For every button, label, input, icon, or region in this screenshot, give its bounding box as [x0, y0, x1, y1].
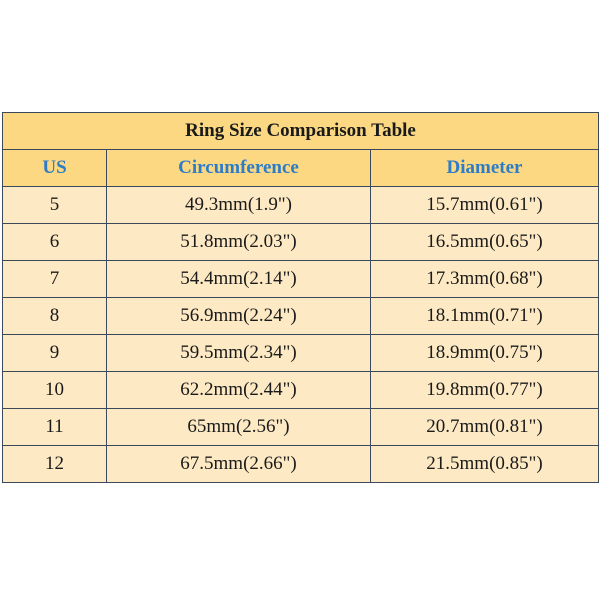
ring-size-table-container [2, 112, 598, 483]
diameter-cell: 19.8mm(0.77") [371, 372, 599, 409]
us-size-cell: 10 [3, 372, 107, 409]
circumference-cell: 59.5mm(2.34") [107, 335, 371, 372]
circumference-cell: 56.9mm(2.24") [107, 298, 371, 335]
diameter-cell: 17.3mm(0.68") [371, 261, 599, 298]
diameter-cell: 18.1mm(0.71") [371, 298, 599, 335]
circumference-cell: 49.3mm(1.9") [107, 187, 371, 224]
diameter-cell: 15.7mm(0.61") [371, 187, 599, 224]
table-header-row [3, 150, 599, 187]
circumference-cell: 62.2mm(2.44") [107, 372, 371, 409]
column-header-diameter: Diameter [371, 150, 599, 187]
us-size-cell: 6 [3, 224, 107, 261]
us-size-cell: 12 [3, 446, 107, 483]
us-size-cell: 5 [3, 187, 107, 224]
us-size-cell: 9 [3, 335, 107, 372]
column-header-circumference: Circumference [107, 150, 371, 187]
table-row [3, 298, 599, 335]
us-size-cell: 8 [3, 298, 107, 335]
circumference-cell: 51.8mm(2.03") [107, 224, 371, 261]
us-size-cell: 11 [3, 409, 107, 446]
table-title-row [3, 113, 599, 150]
table-title: Ring Size Comparison Table [3, 113, 599, 150]
table-row [3, 261, 599, 298]
ring-size-table [2, 112, 599, 483]
diameter-cell: 16.5mm(0.65") [371, 224, 599, 261]
circumference-cell: 54.4mm(2.14") [107, 261, 371, 298]
table-row [3, 335, 599, 372]
circumference-cell: 67.5mm(2.66") [107, 446, 371, 483]
table-row [3, 372, 599, 409]
table-row [3, 409, 599, 446]
diameter-cell: 21.5mm(0.85") [371, 446, 599, 483]
diameter-cell: 20.7mm(0.81") [371, 409, 599, 446]
circumference-cell: 65mm(2.56") [107, 409, 371, 446]
column-header-us: US [3, 150, 107, 187]
table-row [3, 187, 599, 224]
table-row [3, 446, 599, 483]
table-row [3, 224, 599, 261]
us-size-cell: 7 [3, 261, 107, 298]
diameter-cell: 18.9mm(0.75") [371, 335, 599, 372]
